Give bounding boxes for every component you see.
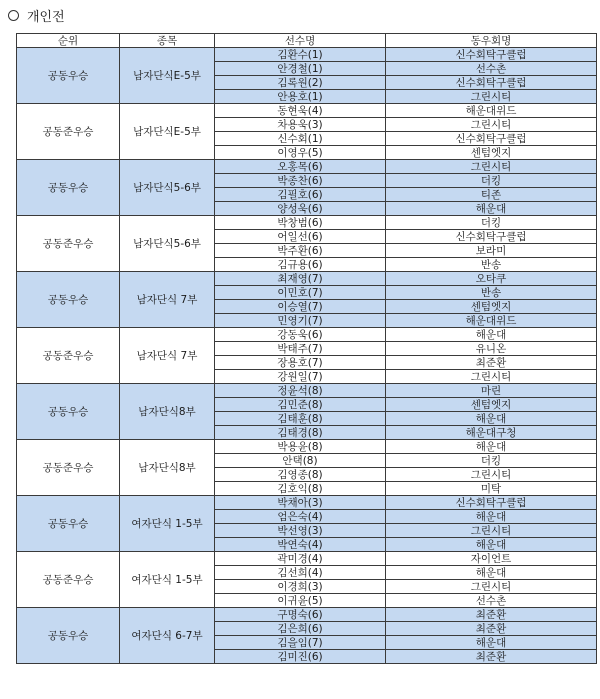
header-row [17, 34, 597, 48]
club-name-cell: 그린시티 [386, 370, 597, 384]
event-cell: 남자단식 7부 [120, 328, 215, 384]
club-name-cell: 해운대위드 [386, 314, 597, 328]
table-row [17, 272, 597, 286]
header-player: 선수명 [215, 34, 386, 48]
table-row [17, 160, 597, 174]
results-body [17, 48, 597, 664]
club-name-cell: 그린시티 [386, 90, 597, 104]
club-name-cell: 해운대 [386, 636, 597, 650]
player-name-cell: 박종찬(6) [215, 174, 386, 188]
player-name-cell: 엄은숙(4) [215, 510, 386, 524]
event-cell: 남자단식5-6부 [120, 160, 215, 216]
player-name-cell: 박주환(6) [215, 244, 386, 258]
club-name-cell: 그린시티 [386, 580, 597, 594]
table-row [17, 552, 597, 566]
club-name-cell: 최준환 [386, 608, 597, 622]
player-name-cell: 박선영(3) [215, 524, 386, 538]
event-cell: 여자단식 6-7부 [120, 608, 215, 664]
event-cell: 남자단식E-5부 [120, 48, 215, 104]
results-table [16, 33, 597, 664]
rank-cell: 공동준우승 [17, 104, 120, 160]
player-name-cell: 안택(8) [215, 454, 386, 468]
player-name-cell: 안경철(1) [215, 62, 386, 76]
table-row [17, 328, 597, 342]
club-name-cell: 더킹 [386, 454, 597, 468]
rank-cell: 공동우승 [17, 160, 120, 216]
player-name-cell: 이경희(3) [215, 580, 386, 594]
club-name-cell: 마린 [386, 384, 597, 398]
player-name-cell: 박창범(6) [215, 216, 386, 230]
club-name-cell: 해운대 [386, 328, 597, 342]
club-name-cell: 센텀엣지 [386, 398, 597, 412]
player-name-cell: 동현욱(4) [215, 104, 386, 118]
player-name-cell: 이영우(5) [215, 146, 386, 160]
header-event: 종목 [120, 34, 215, 48]
club-name-cell: 신수회탁구클럽 [386, 132, 597, 146]
club-name-cell: 해운대 [386, 412, 597, 426]
player-name-cell: 신수회(1) [215, 132, 386, 146]
table-row [17, 440, 597, 454]
club-name-cell: 최준환 [386, 356, 597, 370]
club-name-cell: 해운대 [386, 566, 597, 580]
club-name-cell: 보라미 [386, 244, 597, 258]
rank-cell: 공동준우승 [17, 328, 120, 384]
club-name-cell: 선수촌 [386, 594, 597, 608]
club-name-cell: 그린시티 [386, 524, 597, 538]
event-cell: 남자단식E-5부 [120, 104, 215, 160]
player-name-cell: 안용호(1) [215, 90, 386, 104]
player-name-cell: 박태주(7) [215, 342, 386, 356]
rank-cell: 공동준우승 [17, 440, 120, 496]
club-name-cell: 유니온 [386, 342, 597, 356]
player-name-cell: 김민준(8) [215, 398, 386, 412]
player-name-cell: 최재영(7) [215, 272, 386, 286]
section-title: 개인전 [27, 9, 65, 25]
club-name-cell: 센텀엣지 [386, 300, 597, 314]
player-name-cell: 이승열(7) [215, 300, 386, 314]
club-name-cell: 센텀엣지 [386, 146, 597, 160]
player-name-cell: 차용욱(3) [215, 118, 386, 132]
section-heading [8, 4, 65, 26]
club-name-cell: 더킹 [386, 174, 597, 188]
club-name-cell: 신수회탁구클럽 [386, 496, 597, 510]
player-name-cell: 민영기(7) [215, 314, 386, 328]
player-name-cell: 박연숙(4) [215, 538, 386, 552]
club-name-cell: 그린시티 [386, 160, 597, 174]
player-name-cell: 김필호(6) [215, 188, 386, 202]
club-name-cell: 반송 [386, 286, 597, 300]
rank-cell: 공동우승 [17, 496, 120, 552]
club-name-cell: 해운대위드 [386, 104, 597, 118]
table-row [17, 496, 597, 510]
player-name-cell: 김은희(6) [215, 622, 386, 636]
player-name-cell: 오홍목(6) [215, 160, 386, 174]
table-row [17, 104, 597, 118]
event-cell: 여자단식 1-5부 [120, 496, 215, 552]
player-name-cell: 이민호(7) [215, 286, 386, 300]
player-name-cell: 강원일(7) [215, 370, 386, 384]
player-name-cell: 정윤석(8) [215, 384, 386, 398]
club-name-cell: 미탁 [386, 482, 597, 496]
club-name-cell: 최준환 [386, 650, 597, 664]
header-rank: 순위 [17, 34, 120, 48]
player-name-cell: 강동욱(6) [215, 328, 386, 342]
player-name-cell: 박용윤(8) [215, 440, 386, 454]
player-name-cell: 김태경(8) [215, 426, 386, 440]
table-row [17, 384, 597, 398]
club-name-cell: 티존 [386, 188, 597, 202]
player-name-cell: 양성욱(6) [215, 202, 386, 216]
player-name-cell: 장용호(7) [215, 356, 386, 370]
circle-bullet-icon [8, 10, 19, 21]
club-name-cell: 신수회탁구클럽 [386, 76, 597, 90]
club-name-cell: 해운대 [386, 510, 597, 524]
club-name-cell: 반송 [386, 258, 597, 272]
rank-cell: 공동우승 [17, 48, 120, 104]
player-name-cell: 김을임(7) [215, 636, 386, 650]
club-name-cell: 해운대 [386, 440, 597, 454]
player-name-cell: 곽미경(4) [215, 552, 386, 566]
event-cell: 남자단식8부 [120, 440, 215, 496]
club-name-cell: 해운대구청 [386, 426, 597, 440]
rank-cell: 공동준우승 [17, 552, 120, 608]
club-name-cell: 최준환 [386, 622, 597, 636]
header-club: 동우회명 [386, 34, 597, 48]
player-name-cell: 김환수(1) [215, 48, 386, 62]
player-name-cell: 김선희(4) [215, 566, 386, 580]
club-name-cell: 해운대 [386, 202, 597, 216]
event-cell: 남자단식 7부 [120, 272, 215, 328]
club-name-cell: 오타쿠 [386, 272, 597, 286]
club-name-cell: 그린시티 [386, 118, 597, 132]
club-name-cell: 더킹 [386, 216, 597, 230]
player-name-cell: 김록원(2) [215, 76, 386, 90]
player-name-cell: 김미진(6) [215, 650, 386, 664]
event-cell: 여자단식 1-5부 [120, 552, 215, 608]
table-row [17, 48, 597, 62]
club-name-cell: 신수회탁구클럽 [386, 230, 597, 244]
rank-cell: 공동우승 [17, 272, 120, 328]
rank-cell: 공동준우승 [17, 216, 120, 272]
player-name-cell: 김영종(8) [215, 468, 386, 482]
club-name-cell: 해운대 [386, 538, 597, 552]
player-name-cell: 김호익(8) [215, 482, 386, 496]
club-name-cell: 선수촌 [386, 62, 597, 76]
player-name-cell: 어일선(6) [215, 230, 386, 244]
player-name-cell: 이귀윤(5) [215, 594, 386, 608]
event-cell: 남자단식5-6부 [120, 216, 215, 272]
player-name-cell: 김태훈(8) [215, 412, 386, 426]
player-name-cell: 구명숙(6) [215, 608, 386, 622]
rank-cell: 공동우승 [17, 384, 120, 440]
rank-cell: 공동우승 [17, 608, 120, 664]
table-row [17, 216, 597, 230]
club-name-cell: 신수회탁구클럽 [386, 48, 597, 62]
event-cell: 남자단식8부 [120, 384, 215, 440]
player-name-cell: 김규용(6) [215, 258, 386, 272]
table-row [17, 608, 597, 622]
club-name-cell: 자이언트 [386, 552, 597, 566]
club-name-cell: 그린시티 [386, 468, 597, 482]
player-name-cell: 박채아(3) [215, 496, 386, 510]
